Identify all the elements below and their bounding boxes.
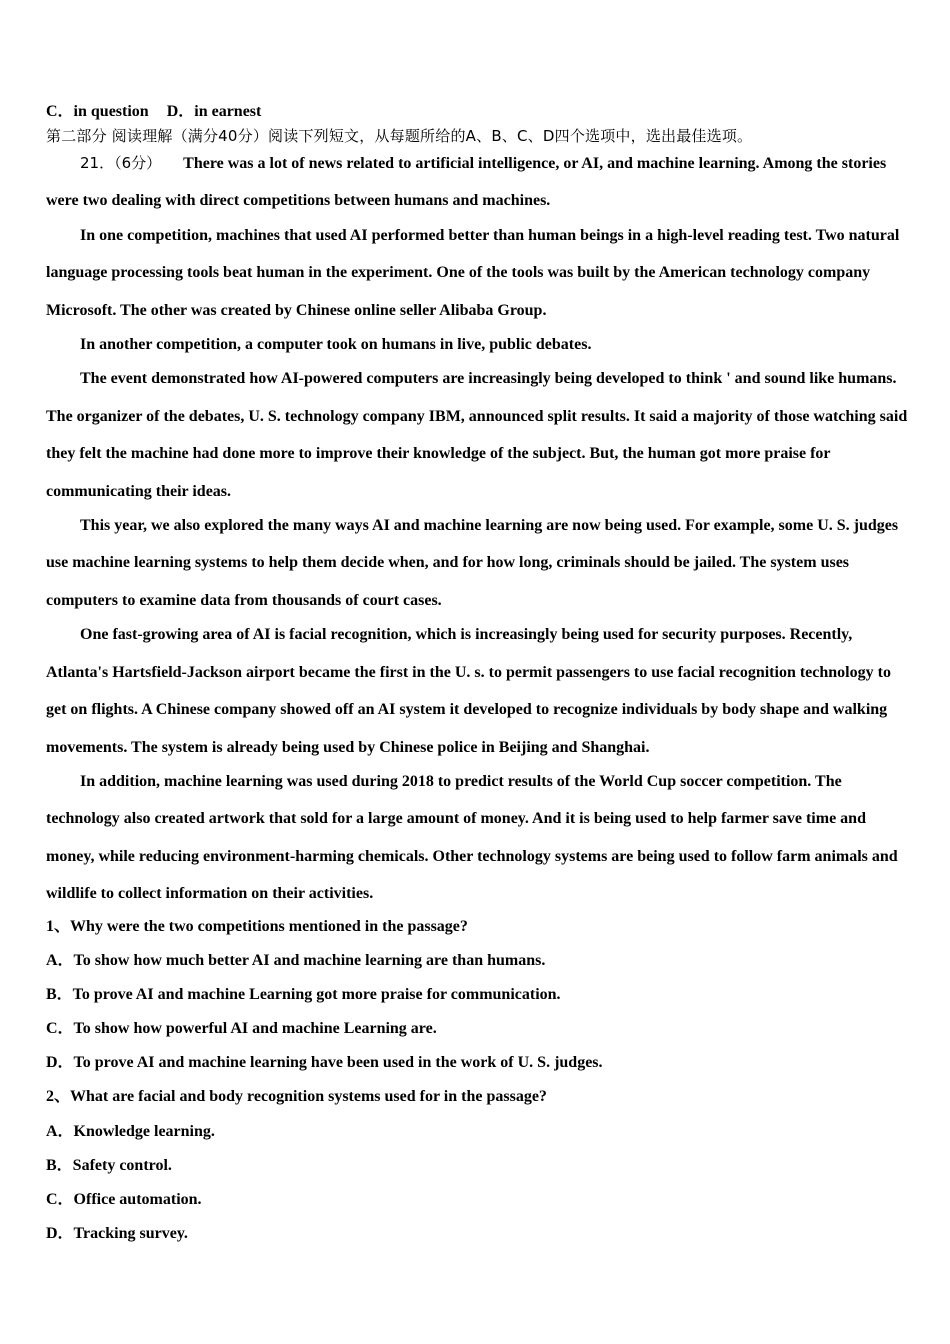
passage-paragraph-2: In one competition, machines that used AI performed better than human beings in a high-level reading test. Two natural language processing tools beat human in the experiment. One of the tools was built by the American technology company Microsoft. The other was created by Chinese online seller Alibaba Group. xyxy=(46,226,900,319)
option-d: D．Tracking survey. xyxy=(46,1225,188,1243)
question-2 xyxy=(46,1086,908,1245)
option-c-prev: C．in question xyxy=(46,103,149,120)
passage-paragraph-6: One fast-growing area of AI is facial recognition, which is increasingly being used for security purposes. Recently, Atlanta's Hartsfield-Jackson airport became the first in the U. s. to permit passengers to use facial recognition technology to get on flights. A Chinese company showed off an AI system it developed to recognize individuals by body shape and walking movements. The system is already being used by Chinese police in Beijing and Shanghai. xyxy=(46,626,891,756)
question-1 xyxy=(46,916,908,1075)
option-b: B．Safety control. xyxy=(46,1156,172,1174)
passage-paragraph-1 xyxy=(46,145,908,220)
reading-passage xyxy=(46,145,908,913)
option-a: A．Knowledge learning. xyxy=(46,1122,215,1140)
document-page xyxy=(46,101,908,1257)
section-header: 第二部分 阅读理解（满分40分）阅读下列短文，从每题所给的A、B、C、D四个选项中，选出最佳选项。 xyxy=(46,127,753,145)
passage-paragraph-3: In another competition, a computer took on humans in live, public debates. xyxy=(80,336,592,354)
question-stem: 2、What are facial and body recognition systems used for in the passage? xyxy=(46,1088,547,1106)
previous-options-line xyxy=(46,101,908,123)
option-c: C．To show how powerful AI and machine Learning are. xyxy=(46,1020,437,1038)
passage-paragraph-5: This year, we also explored the many ways AI and machine learning are now being used. For example, some U. S. judges use machine learning systems to help them decide when, and for how long, criminals should be jailed. The system uses computers to examine data from thousands of court cases. xyxy=(46,517,899,609)
passage-paragraph-4: The event demonstrated how AI-powered computers are increasingly being developed to think ' and sound like humans. The organizer of the debates, U. S. technology company IBM, announced split results. It said a majority of those watching said they felt the machine had done more to improve their knowledge of the subject. But, the human got more praise for communicating their ideas. xyxy=(46,370,908,500)
passage-paragraph-7: In addition, machine learning was used during 2018 to predict results of the World Cup soccer competition. The technology also created artwork that sold for a large amount of money. And it is being used to help farmer save time and money, while reducing environment-harming chemicals. Other technology systems are being used to follow farm animals and wildlife to collect information on their activities. xyxy=(46,772,898,903)
question-stem: 1、Why were the two competitions mentioned in the passage? xyxy=(46,917,468,935)
option-d: D．To prove AI and machine learning have been used in the work of U. S. judges. xyxy=(46,1054,603,1072)
question-number: 21．（6分） xyxy=(80,154,162,172)
option-c: C．Office automation. xyxy=(46,1191,202,1209)
option-b: B．To prove AI and machine Learning got more praise for communication. xyxy=(46,985,561,1003)
option-a: A．To show how much better AI and machine learning are than humans. xyxy=(46,951,546,969)
paragraph-text: There was a lot of news related to artificial intelligence, or AI, and machine learning. Among the stories were two dealing with direct competitions between humans and machines. xyxy=(46,155,887,210)
option-d-prev: D．in earnest xyxy=(166,103,262,120)
